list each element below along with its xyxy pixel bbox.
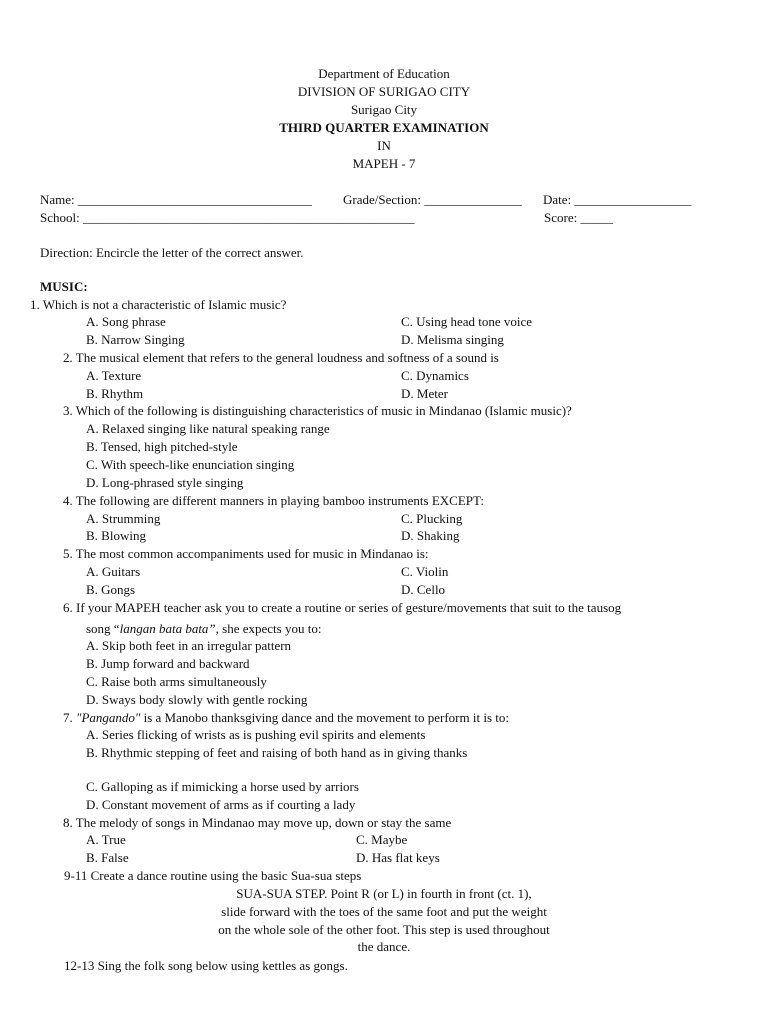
q6-option-b: B. Jump forward and backward xyxy=(86,656,250,671)
song-title: langan bata bata”, xyxy=(119,621,219,636)
exam-title: THIRD QUARTER EXAMINATION xyxy=(279,120,489,135)
question-8: 8. The melody of songs in Mindanao may move up, down or stay the same xyxy=(63,815,452,830)
item-12-13: 12-13 Sing the folk song below using kettles as gongs. xyxy=(64,958,348,973)
header-city: Surigao City xyxy=(350,102,418,117)
q1-option-b: B. Narrow Singing xyxy=(86,332,185,347)
q3-option-b: B. Tensed, high pitched-style xyxy=(86,439,238,454)
question-2: 2. The musical element that refers to the general loudness and softness of a sound is xyxy=(63,350,499,365)
item-9-11: 9-11 Create a dance routine using the basic Sua-sua steps xyxy=(64,868,362,883)
header-department: Department of Education xyxy=(318,66,450,81)
q2-option-c: C. Dynamics xyxy=(401,368,469,383)
question-5: 5. The most common accompaniments used for music in Mindanao is: xyxy=(63,546,429,561)
q4-option-a: A. Strumming xyxy=(86,511,161,526)
question-3: 3. Which of the following is distinguishing characteristics of music in Mindanao (Islamic music)? xyxy=(63,403,572,418)
q5-option-a: A. Guitars xyxy=(86,564,141,579)
q5-option-c: C. Violin xyxy=(401,564,449,579)
question-1: 1. Which is not a characteristic of Islamic music? xyxy=(30,297,287,312)
section-heading-music: MUSIC: xyxy=(40,279,88,294)
q1-option-d: D. Melisma singing xyxy=(401,332,504,347)
direction-text: Direction: Encircle the letter of the correct answer. xyxy=(40,245,304,260)
q6-option-c: C. Raise both arms simultaneously xyxy=(86,674,267,689)
q8-option-d: D. Has flat keys xyxy=(356,850,440,865)
q7-option-d: D. Constant movement of arms as if courting a lady xyxy=(86,797,356,812)
sua-sua-step-line-4: the dance. xyxy=(357,939,411,954)
q4-option-d: D. Shaking xyxy=(401,528,460,543)
q5-option-b: B. Gongs xyxy=(86,582,136,597)
q7-option-c: C. Galloping as if mimicking a horse used by arriors xyxy=(86,779,359,794)
q8-option-c: C. Maybe xyxy=(356,832,408,847)
q8-option-a: A. True xyxy=(86,832,126,847)
header-in: IN xyxy=(377,138,391,153)
sua-sua-step-line-2: slide forward with the toes of the same foot and put the weight xyxy=(221,904,547,919)
q4-option-b: B. Blowing xyxy=(86,528,146,543)
school-field: School: ___________________________________________________ xyxy=(40,210,415,225)
header-division: DIVISION OF SURIGAO CITY xyxy=(297,84,471,99)
date-field: Date: __________________ xyxy=(543,192,692,207)
sua-sua-step-line-1: SUA-SUA STEP. Point R (or L) in fourth in front (ct. 1), xyxy=(236,886,532,901)
q3-option-a: A. Relaxed singing like natural speaking range xyxy=(86,421,330,436)
subject-title: MAPEH - 7 xyxy=(352,156,416,171)
q8-option-b: B. False xyxy=(86,850,129,865)
q1-option-c: C. Using head tone voice xyxy=(401,314,533,329)
q1-option-a: A. Song phrase xyxy=(86,314,166,329)
question-6: 6. If your MAPEH teacher ask you to create a routine or series of gesture/movements that suit to the tausog xyxy=(63,600,622,615)
score-field: Score: _____ xyxy=(544,210,613,225)
q3-option-c: C. With speech-like enunciation singing xyxy=(86,457,295,472)
q7-option-a: A. Series flicking of wrists as is pushing evil spirits and elements xyxy=(86,727,426,742)
q4-option-c: C. Plucking xyxy=(401,511,463,526)
grade-section-field: Grade/Section: _______________ xyxy=(343,192,522,207)
q7-option-b: B. Rhythmic stepping of feet and raising of both hand as in giving thanks xyxy=(86,745,468,760)
dance-name: "Pangando" xyxy=(76,710,141,725)
question-6-continued: song “langan bata bata”, she expects you to: xyxy=(86,621,322,636)
q2-option-d: D. Meter xyxy=(401,386,448,401)
name-field: Name: ____________________________________ xyxy=(40,192,312,207)
q6-option-d: D. Sways body slowly with gentle rocking xyxy=(86,692,308,707)
question-7: 7. "Pangando" is a Manobo thanksgiving dance and the movement to perform it is to: xyxy=(63,710,509,725)
q6-option-a: A. Skip both feet in an irregular pattern xyxy=(86,638,292,653)
q2-option-b: B. Rhythm xyxy=(86,386,144,401)
q2-option-a: A. Texture xyxy=(86,368,142,383)
q3-option-d: D. Long-phrased style singing xyxy=(86,475,244,490)
q5-option-d: D. Cello xyxy=(401,582,446,597)
question-4: 4. The following are different manners in playing bamboo instruments EXCEPT: xyxy=(63,493,484,508)
sua-sua-step-line-3: on the whole sole of the other foot. This step is used throughout xyxy=(218,922,550,937)
